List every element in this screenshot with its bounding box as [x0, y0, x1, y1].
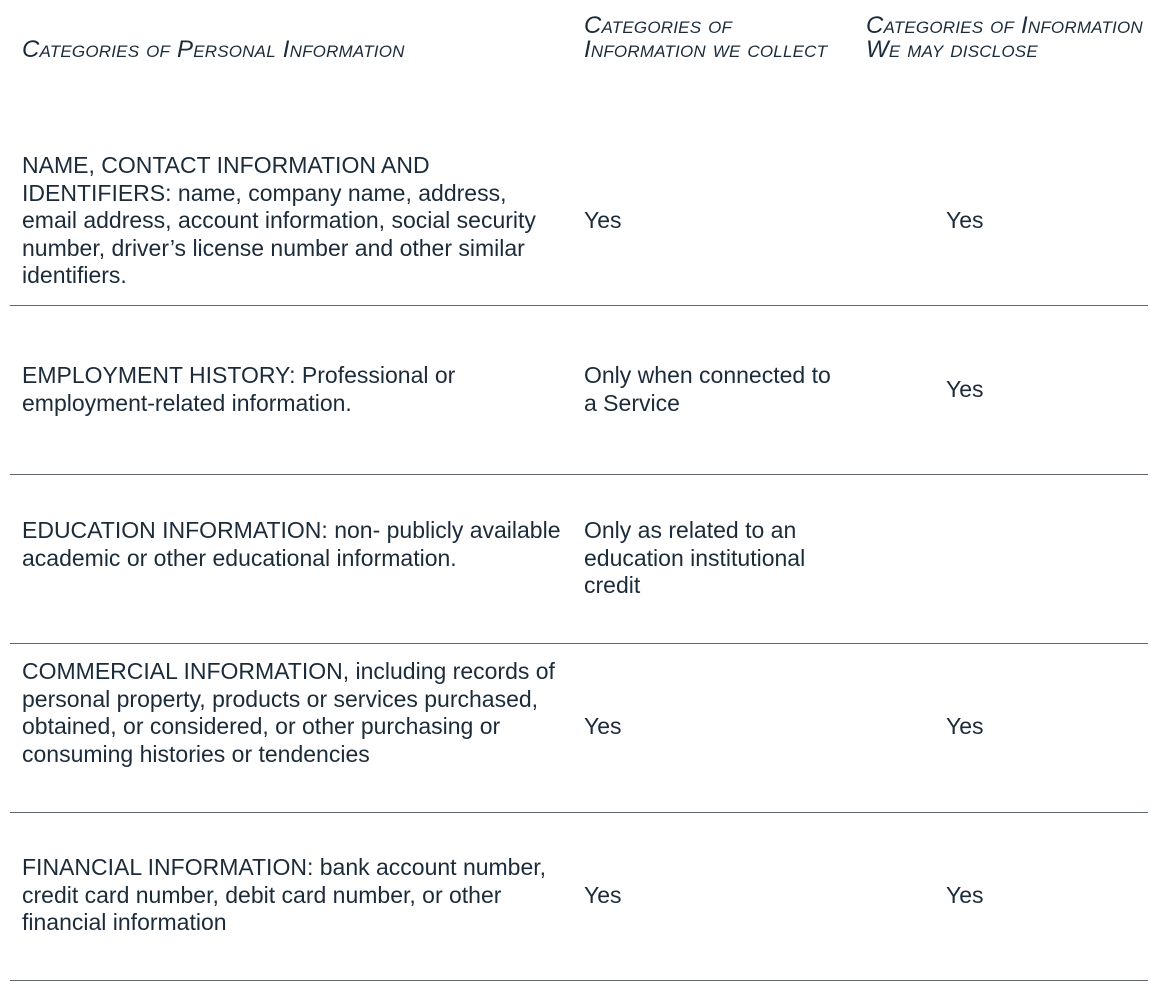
table-row: [10, 475, 1148, 644]
collect-cell: Only when connected to a Service: [584, 362, 831, 416]
category-cell: COMMERCIAL INFORMATION, including records of personal property, products or services purchased, obtained, or considered, or other purchasing or consuming histories or tendencies: [22, 658, 555, 767]
disclose-cell: Yes: [946, 207, 984, 233]
table-row: [10, 644, 1148, 813]
header-information-collected: Categories of Information we collect: [584, 12, 828, 63]
collect-cell: Yes: [584, 713, 622, 739]
disclose-cell: Yes: [946, 376, 984, 402]
category-cell: NAME, CONTACT INFORMATION AND IDENTIFIERS: name, company name, address, email address, account information, social security number, driver’s license number and other similar identifiers.: [22, 152, 536, 288]
category-cell: EMPLOYMENT HISTORY: Professional or employment-related information.: [22, 362, 456, 416]
category-cell: FINANCIAL INFORMATION: bank account number, credit card number, debit card number, or other financial information: [22, 854, 547, 935]
collect-cell: Yes: [584, 207, 622, 233]
category-cell: EDUCATION INFORMATION: non- publicly available academic or other educational information.: [22, 517, 561, 571]
header-personal-information: Categories of Personal Information: [22, 36, 405, 63]
collect-cell: Yes: [584, 882, 622, 908]
disclose-cell: Yes: [946, 713, 984, 739]
collect-cell: Only as related to an education institutional credit: [584, 517, 806, 598]
header-information-disclosed: Categories of Information We may disclose: [866, 12, 1143, 63]
table-row: [10, 140, 1148, 306]
table-row: [10, 813, 1148, 981]
disclose-cell: Yes: [946, 882, 984, 908]
table-row: [10, 306, 1148, 475]
